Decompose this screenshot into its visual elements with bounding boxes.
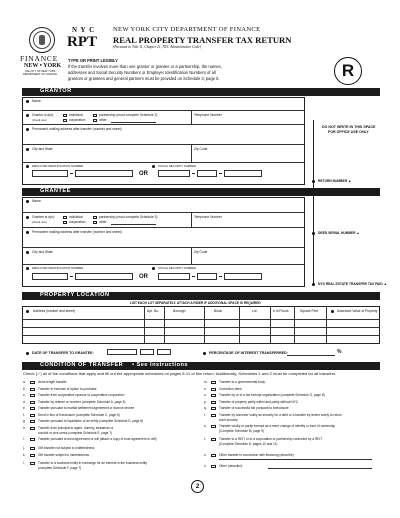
grantee-check-one: (check one) bbox=[32, 220, 47, 224]
col-borough: Borough bbox=[173, 309, 186, 313]
col-block: Block bbox=[214, 309, 223, 313]
grantee-name-bullet bbox=[26, 200, 29, 203]
condition-letter: j. bbox=[23, 445, 25, 450]
condition-text: (complete Schedule F, page 7) bbox=[38, 466, 82, 470]
type-print-note: TYPE OR PRINT LEGIBLY bbox=[68, 58, 118, 63]
condition-checkbox[interactable] bbox=[30, 401, 35, 404]
return-number-bullet bbox=[312, 180, 315, 183]
condition-checkbox[interactable] bbox=[30, 438, 35, 441]
condition-text: (Complete Schedule M, page 9) bbox=[219, 429, 265, 433]
condition-checkbox[interactable] bbox=[30, 388, 35, 391]
grantee-bar bbox=[22, 188, 380, 196]
divider bbox=[22, 227, 305, 228]
grantee-type-bullet bbox=[26, 216, 29, 219]
condition-letter: b. bbox=[23, 386, 26, 391]
condition-text: such security bbox=[219, 417, 238, 422]
condition-letter: g. bbox=[23, 419, 26, 423]
condition-text: Transfer in exercise of option to purchase bbox=[38, 386, 97, 391]
grantee-bar-label: GRANTEE bbox=[40, 187, 71, 194]
col-floors: # of Floors bbox=[273, 309, 289, 313]
condition-checkbox[interactable] bbox=[30, 447, 35, 450]
condition-text: Transfer wholly or partly exempt as a mere change of identity or form of ownership bbox=[219, 424, 336, 428]
divider bbox=[191, 144, 192, 162]
property-row[interactable] bbox=[22, 335, 380, 336]
grantee-or: OR bbox=[139, 274, 148, 280]
condition-letter: u. bbox=[204, 453, 207, 457]
dash bbox=[219, 276, 222, 277]
condition-checkbox[interactable] bbox=[211, 425, 216, 428]
divider bbox=[22, 110, 305, 111]
grantor-address-label: Permanent mailing address after transfer (number and street) bbox=[32, 127, 122, 131]
describe-financing-line[interactable] bbox=[219, 459, 372, 460]
tax-paid-bullet bbox=[312, 283, 315, 286]
grantee-ein-label: EMPLOYER IDENTIFICATION NUMBER bbox=[32, 266, 84, 270]
grantor-type-bullet bbox=[26, 114, 29, 117]
condition-letter: f. bbox=[23, 412, 25, 417]
grantor-partnership-checkbox[interactable] bbox=[93, 114, 97, 117]
grantor-other-label: other bbox=[99, 118, 107, 122]
dash bbox=[192, 276, 195, 277]
r-circle-mark bbox=[334, 57, 362, 85]
condition-text: Arms length transfer bbox=[38, 380, 67, 384]
condition-letter: v. bbox=[204, 464, 207, 468]
grantee-address-label: Permanent mailing address after transfer (number and street) bbox=[32, 230, 122, 234]
instruction-line-3: grantors or grantees and general partners must be provided on Schedule 3, page 5. bbox=[68, 76, 220, 81]
instruction-line-2: addresses and Social Security Numbers or Employer Identification Numbers of all bbox=[68, 70, 216, 75]
grantor-individual-label: individual bbox=[69, 113, 83, 117]
col-sqft: Square Feet bbox=[300, 309, 319, 313]
divider bbox=[144, 306, 145, 344]
page-number-circle bbox=[191, 480, 204, 493]
col-address: Address (number and street) bbox=[33, 309, 75, 313]
grantor-address-bullet bbox=[26, 128, 29, 131]
condition-checkbox[interactable] bbox=[30, 394, 35, 397]
grantee-other-line[interactable] bbox=[111, 224, 156, 225]
divider bbox=[239, 306, 240, 344]
grantor-ein-label: EMPLOYER IDENTIFICATION NUMBER bbox=[32, 164, 84, 168]
condition-checkbox[interactable] bbox=[211, 454, 216, 457]
newyork-logo-text: NEW • YORK bbox=[24, 63, 62, 69]
property-row[interactable] bbox=[22, 327, 380, 328]
dash bbox=[70, 173, 73, 174]
condition-checkbox[interactable] bbox=[211, 388, 216, 391]
condition-text: Deed in lieu of foreclosure (complete Schedule C, page 6) bbox=[38, 412, 120, 417]
condition-checkbox[interactable] bbox=[211, 401, 216, 404]
grantee-corporation-label: corporation bbox=[69, 220, 86, 224]
divider bbox=[22, 247, 305, 248]
grantee-partnership-checkbox[interactable] bbox=[93, 216, 97, 219]
grantee-address-bullet bbox=[26, 231, 29, 234]
grantee-ssn-part3[interactable] bbox=[224, 273, 262, 280]
divider bbox=[191, 247, 192, 264]
condition-text: Other (describe): bbox=[219, 464, 243, 468]
grantor-corporation-label: corporation bbox=[69, 118, 86, 122]
grantee-partnership-label: partnership (must complete Schedule 3) bbox=[99, 215, 158, 219]
form-title: REAL PROPERTY TRANSFER TAX RETURN bbox=[113, 35, 292, 45]
condition-intro: Check (✓) all of the conditions that apply and fill out the appropriate schedules on pages 5-11 of this return. Additionally, Schedules 1 and 2 must be completed for all transfers. bbox=[23, 371, 337, 376]
condition-bar-note: • See Instructions bbox=[132, 361, 189, 368]
condition-letter: d. bbox=[23, 399, 26, 404]
finance-logo-text: FINANCE bbox=[20, 54, 59, 63]
grantee-other-checkbox[interactable] bbox=[93, 221, 97, 224]
condition-letter: c. bbox=[23, 393, 26, 397]
grantee-other-label: other bbox=[99, 220, 107, 224]
condition-checkbox[interactable] bbox=[211, 465, 216, 468]
dash bbox=[219, 173, 222, 174]
condition-text: Transfer of successful bid pursuant to foreclosure bbox=[219, 406, 289, 410]
condition-text: Transfer pursuant to marital settlement agreement or divorce decree bbox=[38, 406, 135, 410]
date-day[interactable] bbox=[140, 349, 154, 355]
condition-letter: o. bbox=[204, 393, 207, 397]
condition-text: Transfer to a governmental body bbox=[219, 380, 265, 384]
divider bbox=[204, 306, 205, 344]
divider bbox=[326, 306, 327, 344]
condition-letter: q. bbox=[204, 406, 207, 410]
date-year[interactable] bbox=[157, 349, 171, 355]
office-do-not-write: DO NOT WRITE IN THIS SPACE bbox=[322, 125, 376, 129]
condition-letter: e. bbox=[23, 406, 26, 410]
condition-letter: h. bbox=[23, 425, 26, 430]
condition-letter: l. bbox=[23, 461, 25, 465]
grantor-bar-label: GRANTOR bbox=[40, 87, 72, 94]
address-col-bullet bbox=[26, 310, 29, 313]
grantor-ssn-bullet bbox=[152, 165, 155, 168]
pct-interest-label: PERCENTAGE OF INTEREST TRANSFERRED: bbox=[209, 351, 288, 355]
condition-checkbox[interactable] bbox=[211, 414, 216, 417]
condition-checkbox[interactable] bbox=[211, 394, 216, 397]
grantee-zip-label: Zip Code bbox=[194, 250, 208, 254]
office-divider bbox=[313, 120, 314, 285]
grantee-ssn-part1[interactable] bbox=[158, 273, 190, 280]
date-bullet bbox=[26, 352, 29, 355]
condition-letter: m. bbox=[204, 380, 208, 384]
pct-interest-field[interactable] bbox=[287, 355, 335, 356]
grantor-corporation-checkbox[interactable] bbox=[63, 119, 67, 122]
grantee-telephone-label: Telephone Number bbox=[194, 215, 222, 219]
grantee-is-label: Grantee is a(n): bbox=[32, 215, 55, 219]
condition-text: Transfer to a REIT or to a corporation or partnership controlled by a REIT bbox=[219, 437, 323, 441]
grantor-name-label: Name bbox=[32, 99, 41, 103]
condition-text: Transfer by or to a tax exempt organization (complete Schedule G, page 8) bbox=[219, 393, 325, 397]
property-bar-label: PROPERTY LOCATION bbox=[40, 291, 110, 298]
property-bar bbox=[22, 292, 380, 300]
grantor-city-bullet bbox=[26, 148, 29, 151]
deed-serial-bullet bbox=[312, 232, 315, 235]
grantee-city-label: City and State bbox=[32, 250, 53, 254]
grantee-corporation-checkbox[interactable] bbox=[63, 221, 67, 224]
condition-letter: p. bbox=[204, 399, 207, 404]
condition-text: Transfer by borrower solely as security for a debt or a transfer by lender solely to return bbox=[219, 412, 342, 417]
grantor-ssn-part2[interactable] bbox=[197, 170, 217, 177]
grantee-ssn-bullet bbox=[152, 267, 155, 270]
pct-bullet bbox=[203, 352, 206, 355]
instruction-line-1: If the transfer involves more than one grantor or grantee or a partnership, the names, bbox=[68, 64, 222, 69]
grantor-partnership-label: partnership (must complete Schedule 3) bbox=[99, 113, 158, 117]
divider bbox=[294, 306, 295, 344]
grantor-other-line[interactable] bbox=[111, 122, 156, 123]
property-list-note: LIST EACH LOT SEPARATELY. ATTACH A RIDER IF ADDITIONAL SPACE IS REQUIRED bbox=[130, 301, 261, 305]
condition-text: Transfer to a business entity in exchange for an interest in the business entity bbox=[38, 461, 148, 465]
finance-seal bbox=[29, 27, 55, 53]
property-row[interactable] bbox=[22, 319, 380, 320]
department-name: NEW YORK CITY DEPARTMENT OF FINANCE bbox=[113, 26, 261, 33]
condition-checkbox[interactable] bbox=[30, 420, 35, 423]
condition-text: conduit or vice-versa (complete Schedule E, page 7) bbox=[38, 430, 113, 435]
grantee-ssn-label: SOCIAL SECURITY NUMBER bbox=[158, 266, 196, 270]
grantor-ein-bullet bbox=[26, 165, 29, 168]
divider bbox=[191, 212, 192, 227]
pct-sign: % bbox=[337, 349, 342, 355]
office-use-only: FOR OFFICE USE ONLY bbox=[328, 130, 369, 134]
date-of-transfer-label: DATE OF TRANSFER TO GRANTEE: bbox=[32, 351, 94, 355]
condition-text: Other transfer in connection with financing (describe): bbox=[219, 453, 295, 457]
return-number-label: RETURN NUMBER ▲ bbox=[318, 179, 352, 183]
col-lot: Lot bbox=[252, 309, 257, 313]
grantor-ssn-label: SOCIAL SECURITY NUMBER bbox=[158, 164, 196, 168]
condition-checkbox[interactable] bbox=[30, 381, 35, 384]
grantor-telephone-label: Telephone Number bbox=[194, 113, 222, 117]
tax-paid-label: NYS REAL ESTATE TRANSFER TAX PAID ▲ bbox=[318, 282, 387, 286]
condition-letter: i. bbox=[23, 437, 25, 441]
condition-bar bbox=[22, 362, 380, 370]
r-letter: R bbox=[341, 61, 355, 80]
divider bbox=[22, 124, 305, 125]
condition-text: Gift transfer subject to indebtedness bbox=[38, 453, 90, 457]
condition-text: Transfer of property partly within and partly without NYC bbox=[219, 399, 299, 404]
grantor-bar bbox=[22, 88, 380, 96]
grantor-is-label: Grantor is a(n): bbox=[32, 113, 55, 117]
condition-checkbox[interactable] bbox=[30, 462, 35, 465]
grantee-individual-checkbox[interactable] bbox=[63, 216, 67, 219]
assessed-col-bullet bbox=[331, 310, 334, 313]
divider bbox=[22, 264, 305, 265]
dash bbox=[70, 276, 73, 277]
grantee-ein-part2[interactable] bbox=[75, 273, 133, 280]
describe-other-line[interactable] bbox=[268, 468, 372, 469]
divider bbox=[22, 212, 305, 213]
grantee-individual-label: individual bbox=[69, 215, 83, 219]
condition-checkbox[interactable] bbox=[211, 381, 216, 384]
condition-text: Transfer pursuant to liquidation of an entity (complete Schedule D, page 6) bbox=[38, 419, 144, 423]
grantee-ein-bullet bbox=[26, 267, 29, 270]
condition-letter: k. bbox=[23, 453, 26, 457]
grantor-ein-part2[interactable] bbox=[75, 170, 133, 177]
date-month[interactable] bbox=[107, 349, 137, 355]
page-number: 2 bbox=[195, 482, 200, 490]
deed-serial-label: DEED SERIAL NUMBER ▲ bbox=[318, 231, 360, 235]
grantor-individual-checkbox[interactable] bbox=[63, 114, 67, 117]
grantor-name-bullet bbox=[26, 100, 29, 103]
condition-letter: r. bbox=[204, 412, 206, 417]
condition-text: Transfer pursuant to trust agreement or will (attach a copy of trust agreement or will) bbox=[38, 437, 157, 441]
condition-checkbox[interactable] bbox=[211, 438, 216, 441]
condition-text: Correction deed bbox=[219, 386, 242, 391]
divider bbox=[270, 306, 271, 344]
condition-text: Transfer by referee or receiver (complete Schedule A, page 5) bbox=[38, 399, 126, 404]
condition-letter: t. bbox=[204, 437, 206, 441]
grantor-ssn-part1[interactable] bbox=[158, 170, 190, 177]
rpt-mark: RPT bbox=[67, 34, 97, 50]
condition-checkbox[interactable] bbox=[211, 407, 216, 410]
dash bbox=[192, 173, 195, 174]
grantee-ssn-part2[interactable] bbox=[197, 273, 217, 280]
grantor-other-checkbox[interactable] bbox=[93, 119, 97, 122]
grantor-zip-label: Zip Code bbox=[194, 147, 208, 151]
condition-text: (Complete Schedule H, pages 10 and 11) bbox=[219, 442, 278, 446]
grantor-ein-part1[interactable] bbox=[32, 170, 68, 177]
grantor-check-one: (check one) bbox=[32, 118, 47, 122]
condition-text: Gift transfer not subject to indebtedness bbox=[38, 445, 95, 450]
condition-letter: s. bbox=[204, 424, 207, 428]
condition-checkbox[interactable] bbox=[30, 427, 35, 430]
condition-checkbox[interactable] bbox=[30, 454, 35, 457]
seal-figure bbox=[39, 35, 45, 45]
form-subtitle: (Pursuant to Title 11, Chapter 21, NYC Administrative Code) bbox=[113, 45, 201, 49]
col-apt: Apt. No. bbox=[147, 309, 159, 313]
col-assessed: Assessed Value of Property bbox=[337, 309, 378, 313]
grantor-city-label: City and State bbox=[32, 147, 53, 151]
grantee-name-label: Name bbox=[32, 199, 41, 203]
grantor-ssn-part3[interactable] bbox=[224, 170, 262, 177]
logo-subtitle: THE CITY OF NEW YORK DEPARTMENT OF FINANCE bbox=[22, 70, 57, 77]
condition-text: Transfer from principal to agent, dummy, strawman or bbox=[38, 425, 114, 430]
divider bbox=[191, 110, 192, 124]
grantor-or: OR bbox=[139, 171, 148, 177]
condition-letter: n. bbox=[204, 386, 207, 391]
condition-text: Transfer from cooperative sponsor to cooperative corporation bbox=[38, 393, 125, 397]
nyc-mark: N Y C bbox=[72, 26, 96, 34]
grantee-ein-part1[interactable] bbox=[32, 273, 68, 280]
condition-bar-label: CONDITION OF TRANSFER bbox=[40, 361, 124, 368]
divider bbox=[22, 144, 305, 145]
condition-checkbox[interactable] bbox=[30, 414, 35, 417]
condition-letter: a. bbox=[23, 380, 26, 384]
condition-checkbox[interactable] bbox=[30, 407, 35, 410]
grantee-city-bullet bbox=[26, 251, 29, 254]
divider bbox=[22, 162, 305, 163]
divider bbox=[164, 306, 165, 344]
